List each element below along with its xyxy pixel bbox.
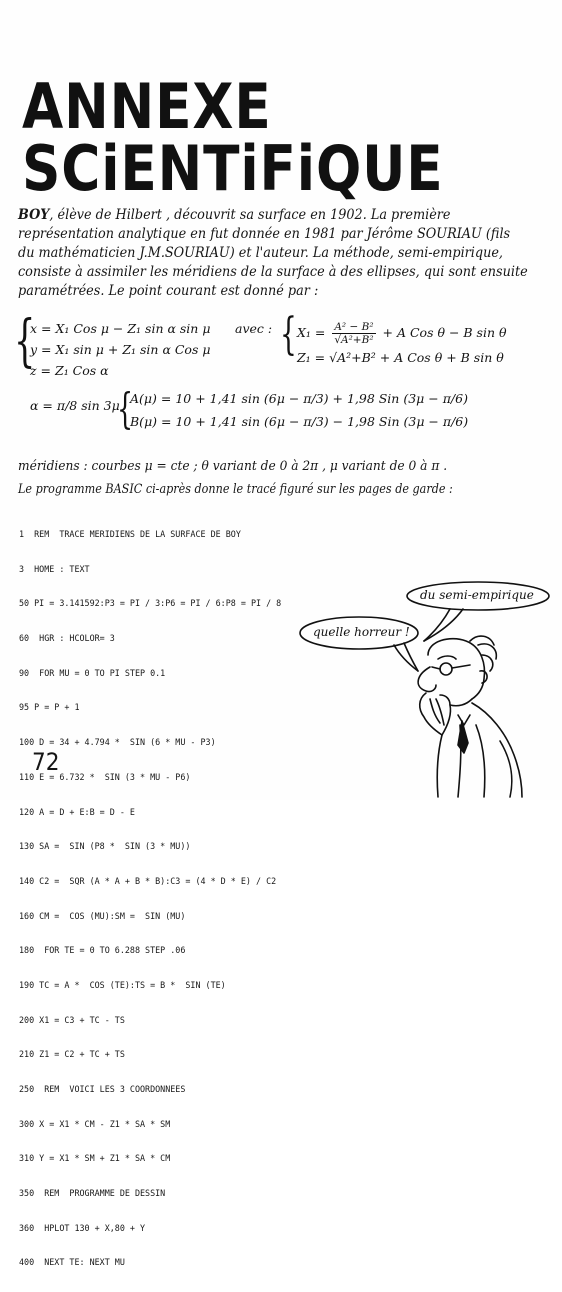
code-line: 130 SA = SIN (P8 * SIN (3 * MU)) [19,841,191,852]
title-line-1: ANNEXE [22,70,272,143]
intro-text: , élève de Hilbert , découvrit sa surface en 1902. La première représentation analytique en fut donnée en 1981 par Jérôme SOURIAU (fils du mathématicien J.M.SOURIAU) et l'auteur. La méthode, semi-empirique, consiste à assimiler les méridiens de la surface à des ellipses, qui sont ensuite paramétrées. Le point courant est donné par : [18,207,528,299]
code-line: 1 REM TRACE MERIDIENS DE LA SURFACE DE BOY [19,529,241,540]
formula-x1 [297,318,507,347]
right-brace: { [280,309,297,360]
left-brace: { [14,309,36,374]
code-line: 210 Z1 = C2 + TC + TS [19,1049,125,1060]
professor-nose [418,667,436,692]
code-line: 300 X = X1 * CM - Z1 * SA * SM [19,1118,171,1129]
x1-fraction [332,321,375,346]
bubble-horreur-text: quelle horreur ! [313,625,410,639]
formula-a-mu: A(μ) = 10 + 1,41 sin (6μ − π/3) + 1,98 Sin (3μ − π/6) [130,391,468,406]
x1-label: X₁ = [297,325,326,340]
bubble-semi-tail [424,609,450,641]
x1-rest: + A Cos θ − B sin θ [382,325,507,340]
coordinate-system [30,318,210,381]
code-line: 50 PI = 3.141592:P3 = PI / 3:P6 = PI / 6:P8 = PI / 8 [19,598,282,609]
code-line: 140 C2 = SQR (A * A + B * B):C3 = (4 * D * E) / C2 [19,875,277,886]
x1-denominator: √A²+B² [334,334,374,346]
formula-y: y = X₁ sin μ + Z₁ sin α Cos μ [30,342,211,357]
code-line: 110 E = 6.732 * SIN (3 * MU - P6) [19,771,191,782]
formula-alpha: α = π/8 sin 3μ [30,398,120,413]
professor-glasses [440,663,452,675]
code-line: 190 TC = A * COS (TE):TS = B * SIN (TE) [19,979,226,990]
bubble-semi-text: du semi-empirique [420,588,534,602]
intro-paragraph [18,206,530,301]
bubble-quelle-horreur [301,618,416,648]
code-line: 60 HGR : HCOLOR= 3 [19,633,115,644]
code-line: 100 D = 34 + 4.794 * SIN (6 * MU - P3) [19,737,216,748]
code-line: 360 HPLOT 130 + X,80 + Y [19,1222,146,1233]
program-intro: Le programme BASIC ci-après donne le tracé figuré sur les pages de garde : [18,482,453,497]
code-line: 350 REM PROGRAMME DE DESSIN [19,1187,166,1198]
code-line: 3 HOME : TEXT [19,563,90,574]
code-line: 160 CM = COS (MU):SM = SIN (MU) [19,910,186,921]
x1-numerator: A² − B² [334,321,374,333]
code-line: 95 P = P + 1 [19,702,80,713]
code-line: 120 A = D + E:B = D - E [19,806,135,817]
formula-z: z = Z₁ Cos α [30,363,109,378]
code-line: 90 FOR MU = 0 TO PI STEP 0.1 [19,667,166,678]
professor-coat [437,735,442,797]
code-line: 180 FOR TE = 0 TO 6.288 STEP .06 [19,945,186,956]
formula-b-mu: B(μ) = 10 + 1,41 sin (6μ − π/3) − 1,98 Sin (3μ − π/6) [130,414,469,429]
meridiens-note: méridiens : courbes μ = cte ; θ variant de 0 à 2π , μ variant de 0 à π . [18,459,448,474]
code-line: 250 REM VOICI LES 3 COORDONNEES [19,1083,186,1094]
page-number: 72 [32,748,60,776]
bubble-semi-empirique [408,583,545,609]
ab-system [130,387,468,433]
formula-z1: Z₁ = √A²+B² + A Cos θ + B sin θ [297,350,504,365]
code-line: 400 NEXT TE: NEXT MU [19,1257,125,1268]
formula-x: x = X₁ Cos μ − Z₁ sin α sin μ [30,321,211,336]
intro-boy: BOY [18,207,50,223]
code-line: 200 X1 = C3 + TC - TS [19,1014,125,1025]
formula-avec: avec : [235,321,273,336]
basic-program [19,506,281,1292]
auxiliary-system [297,318,507,368]
ab-brace: { [117,384,134,433]
code-line: 310 Y = X1 * SM + Z1 * SA * CM [19,1153,171,1164]
title-line-2: SCiENTiFiQUE [22,132,444,205]
